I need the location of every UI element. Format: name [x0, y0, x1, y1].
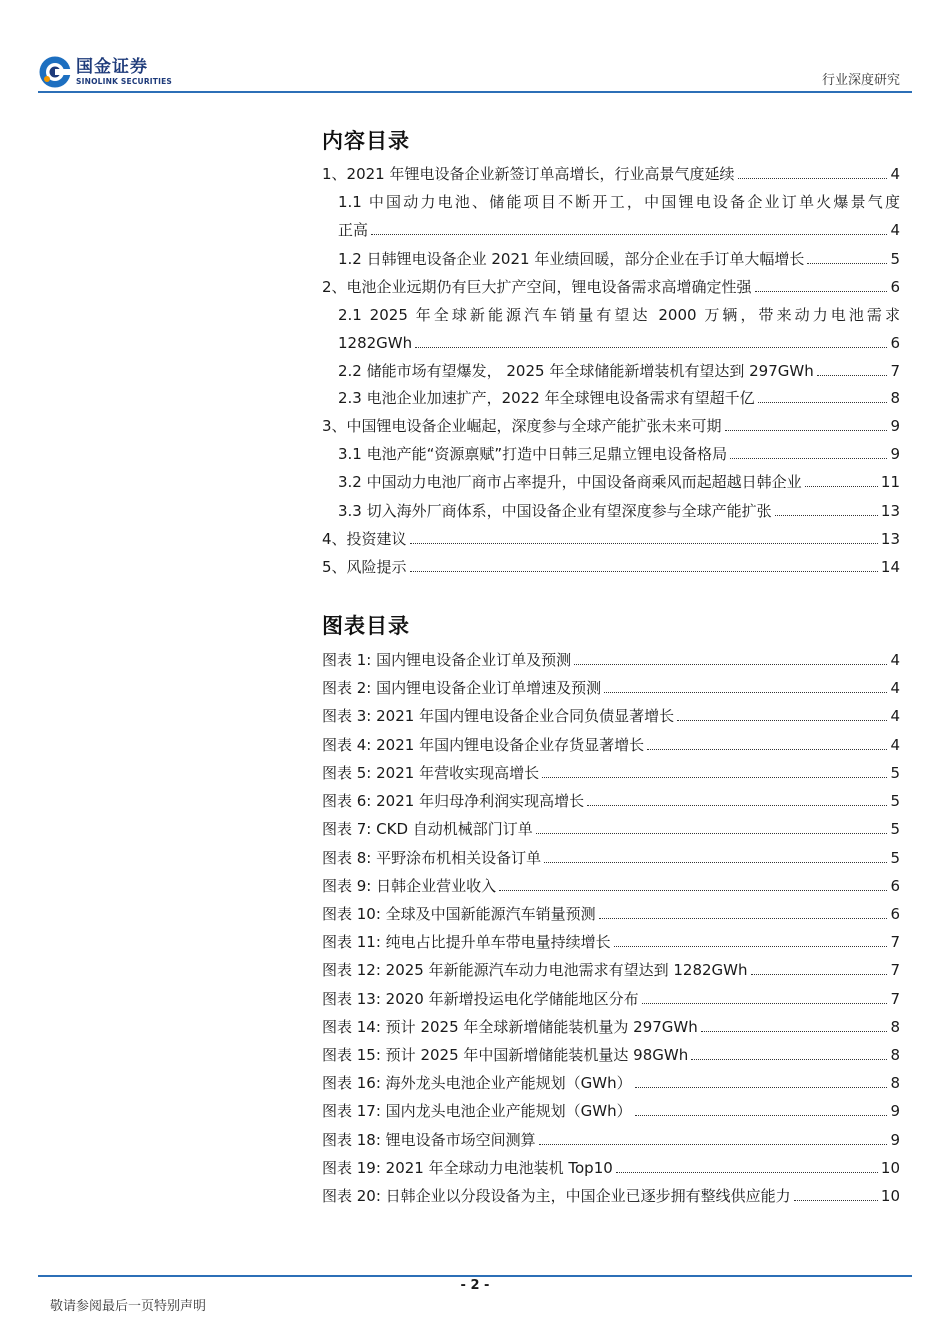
figure-leader [642, 1003, 888, 1004]
toc-leader [805, 486, 878, 487]
toc-leader [415, 347, 887, 348]
toc-page: 9 [890, 417, 900, 435]
figure-entry-text: 图表 14: 预计 2025 年全球新增储能装机量为 297GWh [322, 1018, 698, 1036]
contents-title: 内容目录 [322, 129, 410, 153]
figure-entry[interactable] [322, 1071, 900, 1093]
figure-entry[interactable] [322, 930, 900, 952]
figure-leader [614, 946, 888, 947]
figure-entry[interactable] [322, 789, 900, 811]
toc-page: 5 [890, 250, 900, 268]
figure-page: 5 [890, 792, 900, 810]
figure-entry[interactable] [322, 1128, 900, 1150]
figure-entry[interactable] [322, 648, 900, 670]
figures-title: 图表目录 [322, 614, 410, 638]
toc-leader [725, 430, 888, 431]
figure-leader [647, 749, 887, 750]
figure-entry[interactable] [322, 902, 900, 924]
figure-entry[interactable] [322, 874, 900, 896]
toc-page: 14 [880, 558, 900, 576]
figure-entry-text: 图表 17: 国内龙头电池企业产能规划（GWh） [322, 1102, 632, 1120]
toc-entry[interactable] [322, 555, 900, 577]
figure-leader [677, 720, 887, 721]
toc-entry-text: 5、风险提示 [322, 558, 407, 576]
toc-entry[interactable] [322, 527, 900, 549]
header-divider [38, 91, 912, 93]
figure-page: 7 [890, 933, 900, 951]
page-header [38, 52, 912, 92]
figure-page: 5 [890, 764, 900, 782]
figure-entry[interactable] [322, 817, 900, 839]
figure-page: 5 [890, 849, 900, 867]
toc-entry-text: 1.2 日韩锂电设备企业 2021 年业绩回暖，部分企业在手订单大幅增长 [338, 250, 805, 268]
toc-entry[interactable] [338, 499, 900, 521]
figure-page: 4 [890, 707, 900, 725]
figure-leader [701, 1031, 888, 1032]
logo-chinese-name: 国金证券 [76, 57, 148, 77]
figure-leader [616, 1172, 878, 1173]
toc-page: 13 [880, 502, 900, 520]
toc-entry[interactable] [338, 359, 900, 381]
toc-entry-text: 2.2 储能市场有望爆发， 2025 年全球储能新增装机有望达到 297GWh [338, 362, 814, 380]
figure-entry-text: 图表 13: 2020 年新增投运电化学储能地区分布 [322, 990, 639, 1008]
toc-entry[interactable] [322, 414, 900, 436]
figure-entry-text: 图表 11: 纯电占比提升单车带电量持续增长 [322, 933, 611, 951]
footer-disclaimer: 敬请参阅最后一页特别声明 [50, 1299, 207, 1314]
figure-entry[interactable] [322, 1156, 900, 1178]
toc-entry-text: 2.3 电池企业加速扩产，2022 年全球锂电设备需求有望超千亿 [338, 389, 755, 407]
toc-entry-text: 1.1 中国动力电池、储能项目不断开工，中国锂电设备企业订单火爆景气度 [338, 193, 900, 211]
toc-entry[interactable] [338, 218, 900, 240]
figure-entry[interactable] [322, 1015, 900, 1037]
figure-leader [635, 1115, 888, 1116]
figure-page: 4 [890, 651, 900, 669]
figure-page: 9 [890, 1102, 900, 1120]
toc-entry-text: 3.3 切入海外厂商体系，中国设备企业有望深度参与全球产能扩张 [338, 502, 772, 520]
figure-leader [599, 918, 888, 919]
figure-page: 4 [890, 736, 900, 754]
figure-leader [751, 974, 888, 975]
figure-page: 8 [890, 1074, 900, 1092]
toc-page: 6 [890, 334, 900, 352]
figure-leader [536, 833, 888, 834]
page-number: - 2 - [460, 1278, 490, 1293]
figure-page: 9 [890, 1131, 900, 1149]
toc-page: 6 [890, 278, 900, 296]
toc-entry-text: 1、2021 年锂电设备企业新签订单高增长，行业高景气度延续 [322, 165, 735, 183]
figure-entry-text: 图表 20: 日韩企业以分段设备为主，中国企业已逐步拥有整线供应能力 [322, 1187, 791, 1205]
figure-page: 5 [890, 820, 900, 838]
report-type: 行业深度研究 [821, 73, 900, 88]
figure-entry[interactable] [322, 676, 900, 698]
toc-entry-text: 正高 [338, 221, 369, 239]
toc-leader [738, 178, 888, 179]
figure-page: 7 [890, 990, 900, 1008]
toc-leader [730, 458, 887, 459]
toc-page: 8 [890, 389, 900, 407]
figure-entry[interactable] [322, 1184, 900, 1206]
toc-entry-text: 3、中国锂电设备企业崛起，深度参与全球产能扩张未来可期 [322, 417, 722, 435]
toc-entry[interactable] [338, 331, 900, 353]
figure-page: 4 [890, 679, 900, 697]
toc-entry[interactable] [322, 162, 900, 184]
toc-leader [817, 375, 888, 376]
figure-page: 8 [890, 1018, 900, 1036]
sinolink-logo-icon [38, 55, 72, 89]
figure-entry-text: 图表 12: 2025 年新能源汽车动力电池需求有望达到 1282GWh [322, 961, 748, 979]
toc-leader [807, 263, 887, 264]
figure-page: 6 [890, 905, 900, 923]
figure-entry-text: 图表 4: 2021 年国内锂电设备企业存货显著增长 [322, 736, 645, 754]
figure-leader [635, 1087, 888, 1088]
toc-page: 4 [890, 221, 900, 239]
figure-entry[interactable] [322, 704, 900, 726]
toc-entry[interactable] [338, 442, 900, 464]
figure-entry-text: 图表 18: 锂电设备市场空间测算 [322, 1131, 536, 1149]
figure-leader [544, 862, 887, 863]
figure-entry-text: 图表 2: 国内锂电设备企业订单增速及预测 [322, 679, 602, 697]
figure-entry-text: 图表 3: 2021 年国内锂电设备企业合同负债显著增长 [322, 707, 675, 725]
figure-entry-text: 图表 15: 预计 2025 年中国新增储能装机量达 98GWh [322, 1046, 689, 1064]
toc-leader [775, 515, 878, 516]
figure-leader [587, 805, 887, 806]
figure-entry-text: 图表 7: CKD 自动机械部门订单 [322, 820, 533, 838]
sinolink-logo [38, 54, 172, 90]
toc-entry[interactable] [338, 303, 900, 325]
figure-entry-text: 图表 6: 2021 年归母净利润实现高增长 [322, 792, 585, 810]
toc-page: 7 [890, 362, 900, 380]
figure-leader [794, 1200, 878, 1201]
figure-entry-text: 图表 19: 2021 年全球动力电池装机 Top10 [322, 1159, 613, 1177]
toc-leader [371, 234, 887, 235]
figure-entry-text: 图表 16: 海外龙头电池企业产能规划（GWh） [322, 1074, 632, 1092]
toc-entry-text: 4、投资建议 [322, 530, 407, 548]
figure-entry-text: 图表 9: 日韩企业营业收入 [322, 877, 497, 895]
figure-leader [691, 1059, 887, 1060]
toc-entry[interactable] [338, 190, 900, 212]
figure-entry[interactable] [322, 1099, 900, 1121]
figure-entry[interactable] [322, 761, 900, 783]
toc-entry[interactable] [322, 275, 900, 297]
figure-entry[interactable] [322, 987, 900, 1009]
toc-entry[interactable] [338, 470, 900, 492]
figure-entry[interactable] [322, 1043, 900, 1065]
figure-page: 7 [890, 961, 900, 979]
figure-entry-text: 图表 5: 2021 年营收实现高增长 [322, 764, 540, 782]
figure-entry[interactable] [322, 846, 900, 868]
toc-leader [410, 571, 878, 572]
toc-entry-text: 2.1 2025 年全球新能源汽车销量有望达 2000 万辆，带来动力电池需求 [338, 306, 900, 324]
figure-page: 10 [880, 1187, 900, 1205]
toc-leader [410, 543, 878, 544]
figure-entry-text: 图表 10: 全球及中国新能源汽车销量预测 [322, 905, 596, 923]
toc-entry-text: 3.1 电池产能“资源禀赋”打造中日韩三足鼎立锂电设备格局 [338, 445, 728, 463]
figure-leader [604, 692, 887, 693]
toc-leader [755, 291, 888, 292]
figure-leader [539, 1144, 888, 1145]
figure-entry-text: 图表 1: 国内锂电设备企业订单及预测 [322, 651, 572, 669]
toc-entry[interactable] [338, 247, 900, 269]
toc-page: 11 [880, 473, 900, 491]
figure-page: 10 [880, 1159, 900, 1177]
footer-divider [38, 1275, 912, 1277]
figure-entry-text: 图表 8: 平野涂布机相关设备订单 [322, 849, 542, 867]
toc-entry-text: 1282GWh [338, 334, 413, 352]
toc-page: 13 [880, 530, 900, 548]
toc-page: 9 [890, 445, 900, 463]
toc-page: 4 [890, 165, 900, 183]
toc-entry-text: 3.2 中国动力电池厂商市占率提升，中国设备商乘风而起超越日韩企业 [338, 473, 802, 491]
figure-entry[interactable] [322, 958, 900, 980]
toc-leader [758, 402, 888, 403]
figure-leader [574, 664, 887, 665]
toc-entry-text: 2、电池企业远期仍有巨大扩产空间，锂电设备需求高增确定性强 [322, 278, 752, 296]
logo-english-name: SINOLINK SECURITIES [76, 77, 173, 86]
figure-leader [499, 890, 887, 891]
toc-entry[interactable] [338, 386, 900, 408]
figure-entry[interactable] [322, 733, 900, 755]
figure-page: 8 [890, 1046, 900, 1064]
figure-leader [542, 777, 887, 778]
figure-page: 6 [890, 877, 900, 895]
